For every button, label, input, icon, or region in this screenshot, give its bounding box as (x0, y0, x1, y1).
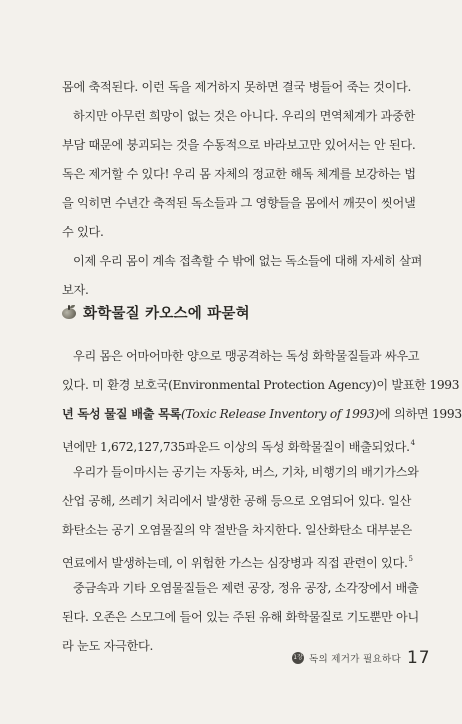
text-line: 된다. 오존은 스모그에 들어 있는 주된 유해 화학물질로 기도뿐만 아니 (62, 610, 419, 624)
page-number: 17 (406, 648, 431, 668)
text-line: 우리 몸은 어마어마한 양으로 맹공격하는 독성 화학물질들과 싸우고 (73, 349, 420, 363)
text-fragment: 연료에서 발생하는데, 이 위험한 가스는 심장병과 직접 관련이 있다. (62, 556, 408, 570)
text-line: 몸에 축적된다. 이런 독을 제거하지 못하면 결국 병들어 죽는 것이다. (62, 80, 412, 94)
text-line: 을 익히면 수년간 축적된 독소들과 그 영향들을 몸에서 깨끗이 씻어낼 (62, 196, 416, 210)
chapter-badge: 1장 (292, 652, 304, 664)
section-title: 화학물질 카오스에 파묻혀 (83, 305, 250, 322)
footnote-ref: 4 (410, 439, 415, 447)
text-line: 우리가 들이마시는 공기는 자동차, 버스, 기차, 비행기의 배기가스와 (73, 465, 419, 479)
page-footer (292, 648, 431, 668)
report-title: 년 독성 물질 배출 목록 (62, 407, 182, 421)
text-line: 독은 제거할 수 있다! 우리 몸 자체의 정교한 해독 체계를 보강하는 법 (62, 167, 416, 181)
text-line (62, 429, 414, 458)
intro-text (62, 73, 423, 305)
text-line: 화탄소는 공기 오염물질의 약 절반을 차지한다. 일산화탄소 대부분은 (62, 523, 412, 537)
text-fragment: 년에만 1,672,127,735파운드 이상의 독성 화학물질이 배출되었다. (62, 440, 410, 454)
text-line: 이제 우리 몸이 계속 접촉할 수 밖에 없는 독소들에 대해 자세히 살펴 (73, 254, 423, 268)
text-line: 보자. (62, 283, 89, 297)
text-line: 하지만 아무런 희망이 없는 것은 아니다. 우리의 면역체계가 과중한 (73, 109, 415, 123)
running-title: 독의 제거가 필요하다 (309, 654, 401, 665)
report-title-english: (Toxic Release Inventory of 1993) (181, 407, 379, 421)
text-fragment: 에 의하면 1993 (378, 407, 462, 421)
text-line: 수 있다. (62, 225, 104, 239)
text-line: 산업 공해, 쓰레기 처리에서 발생한 공해 등으로 오염되어 있다. 일산 (62, 494, 412, 508)
footnote-ref: 5 (408, 555, 413, 563)
text-line: 부담 때문에 붕괴되는 것을 수동적으로 바라보고만 있어서는 안 된다. (62, 138, 416, 152)
apple-icon (62, 305, 76, 319)
text-line (62, 545, 414, 574)
text-line: 중금속과 기타 오염물질들은 제련 공장, 정유 공장, 소각장에서 배출 (73, 581, 419, 595)
text-line: 있다. 미 환경 보호국(Environmental Protection Agency)이 발표한 1993 (62, 378, 460, 392)
text-line: 라 눈도 자극한다. (62, 639, 154, 653)
text-line (62, 400, 462, 429)
section-heading (62, 301, 414, 323)
